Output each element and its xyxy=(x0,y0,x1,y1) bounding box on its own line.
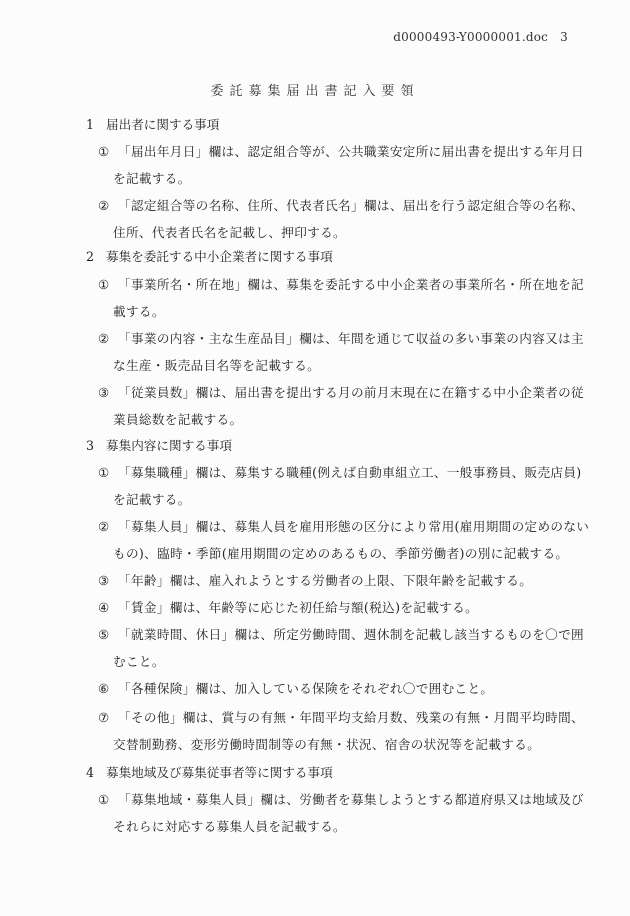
item-marker: ② xyxy=(98,198,110,213)
item-text: 「賃金」欄は、年齢等に応じた初任給与額(税込)を記載する。 xyxy=(118,600,479,615)
section-title: 募集地域及び募集従事者等に関する事項 xyxy=(106,765,333,780)
item-text: を記載する。 xyxy=(113,492,191,507)
item-marker: ② xyxy=(98,519,110,534)
item-marker: ① xyxy=(98,144,110,159)
item-marker: ② xyxy=(98,331,110,346)
item-text: 「事業所名・所在地」欄は、募集を委託する中小企業者の事業所名・所在地を記 xyxy=(118,277,584,292)
item-text: 「募集人員」欄は、募集人員を雇用形態の区分により常用(雇用期間の定めのない xyxy=(118,519,590,534)
item-marker: ① xyxy=(98,465,110,480)
item-text: 「従業員数」欄は、届出書を提出する月の前月末現在に在籍する中小企業者の従 xyxy=(118,385,584,400)
item-text: 載する。 xyxy=(113,304,165,319)
page-number: 3 xyxy=(560,30,568,44)
section-title: 募集内容に関する事項 xyxy=(106,438,232,453)
item-text: を記載する。 xyxy=(113,171,191,186)
item-text: 「募集地域・募集人員」欄は、労働者を募集しようとする都道府県又は地域及び xyxy=(118,792,584,807)
section-number: 2 xyxy=(86,249,95,264)
item-text: 「年齢」欄は、雇入れようとする労働者の上限、下限年齢を記載する。 xyxy=(118,573,533,588)
item-text: 「認定組合等の名称、住所、代表者氏名」欄は、届出を行う認定組合等の名称、 xyxy=(118,198,584,213)
doc-id: d0000493-Y0000001.doc xyxy=(393,30,549,44)
item-marker: ③ xyxy=(98,385,110,400)
item-text: 交替制勤務、変形労働時間制等の有無・状況、宿舎の状況等を記載する。 xyxy=(113,737,541,752)
item-text: 「その他」欄は、賞与の有無・年間平均支給月数、残業の有無・月間平均時間、 xyxy=(118,710,584,725)
item-marker: ③ xyxy=(98,573,110,588)
page-title: 委託募集届出書記入要領 xyxy=(210,84,420,99)
item-marker: ① xyxy=(98,277,110,292)
item-text: 「届出年月日」欄は、認定組合等が、公共職業安定所に届出書を提出する年月日 xyxy=(118,144,584,159)
item-text: もの)、臨時・季節(雇用期間の定めのあるもの、季節労働者)の別に記載する。 xyxy=(113,546,569,561)
item-text: 住所、代表者氏名を記載し、押印する。 xyxy=(113,225,346,240)
item-text: 業員総数を記載する。 xyxy=(113,412,243,427)
item-text: 「募集職種」欄は、募集する職種(例えば自動車組立工、一般事務員、販売店員) xyxy=(118,465,582,480)
item-marker: ⑦ xyxy=(98,710,110,725)
item-text: それらに対応する募集人員を記載する。 xyxy=(113,819,346,834)
item-text: 「事業の内容・主な生産品目」欄は、年間を通じて収益の多い事業の内容又は主 xyxy=(118,331,584,346)
section-title: 募集を委託する中小企業者に関する事項 xyxy=(106,249,333,264)
item-marker: ⑤ xyxy=(98,627,110,642)
section-number: 1 xyxy=(86,117,95,132)
item-text: 「各種保険」欄は、加入している保険をそれぞれ〇で囲むこと。 xyxy=(118,681,494,696)
item-text: な生産・販売品目名等を記載する。 xyxy=(113,358,321,373)
document-header xyxy=(393,30,568,44)
section-number: 3 xyxy=(86,438,95,453)
item-text: むこと。 xyxy=(113,654,165,669)
item-text: 「就業時間、休日」欄は、所定労働時間、週休制を記載し該当するものを〇で囲 xyxy=(118,627,584,642)
item-marker: ④ xyxy=(98,600,110,615)
item-marker: ① xyxy=(98,792,110,807)
section-title: 届出者に関する事項 xyxy=(106,117,220,132)
section-number: 4 xyxy=(86,765,95,780)
item-marker: ⑥ xyxy=(98,681,110,696)
